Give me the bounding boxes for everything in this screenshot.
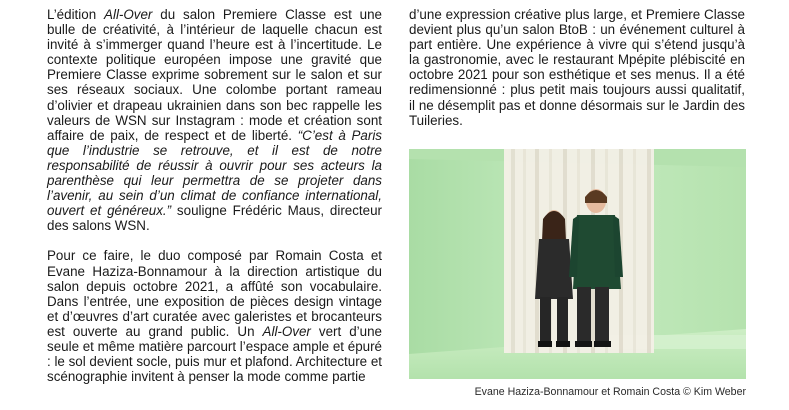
text: L’édition bbox=[47, 7, 105, 22]
all-over-title: All-Over bbox=[104, 7, 153, 22]
photo-caption: Evane Haziza-Bonnamour et Romain Costa © Kim Weber bbox=[474, 386, 746, 398]
left-paragraph-2 bbox=[47, 248, 382, 384]
text: vert d’une seule et même matière parcourt l’espace ample et épuré : le sol devient socle, puis mur et plafond. Architecture et scénographie invitent à penser la mode comme partie bbox=[47, 323, 382, 385]
all-over-title: All-Over bbox=[262, 323, 311, 339]
text: du salon Premiere Classe est une bulle de créativité, à l’intérieur de laquelle chacun est invité à s’immerger quand l’heure est à l’incertitude. Le contexte politique européen impose une gravité que Premiere Classe exprime sobrement sur le salon et sur ses réseaux sociaux. Une colombe portant rameau d’olivier et drapeau ukrainien dans son bec rappelle les valeurs de WSN sur Instagram : mode et création sont affaire de paix, de respect et de liberté. bbox=[47, 7, 382, 143]
right-paragraph-1: d’une expression créative plus large, et Premiere Classe devient plus qu’un salon BtoB : un événement culturel à part entière. Une expérience à vivre qui s’étend jusqu’à la gastronomie, avec le restaurant Mpépite plébiscité en octobre 2021 pour son esthétique et ses menus. Il a été redimensionné : plus petit mais toujours aussi qualitatif, il ne désemplit pas et donne désormais sur le Jardin des Tuileries. bbox=[409, 7, 745, 128]
photo-illustration bbox=[409, 149, 746, 379]
text: souligne Frédéric Maus, directeur des salons WSN. bbox=[47, 203, 383, 234]
left-paragraph-1 bbox=[47, 7, 382, 233]
right-text-column bbox=[409, 7, 745, 128]
article-photo bbox=[409, 149, 746, 379]
quote: “C’est à Paris que l’industrie se retrouve, et il est de notre responsabilité de réussir à ouvrir pour ses acteurs la parenthèse qui leur permettra de se projeter dans l’avenir, au sein d’un climat de confiance international, ouvert et généreux.” bbox=[47, 127, 382, 219]
text: Pour ce faire, le duo composé par Romain Costa et Evane Haziza-Bonnamour à la direction artistique du salon depuis octobre 2021, a affûté son vocabulaire. Dans l’entrée, une exposition de pièces design vintage et d’œuvres d’art curatée avec galeristes et brocanteurs est ouverte au grand public. Un bbox=[47, 248, 382, 339]
left-text-column bbox=[47, 7, 382, 384]
